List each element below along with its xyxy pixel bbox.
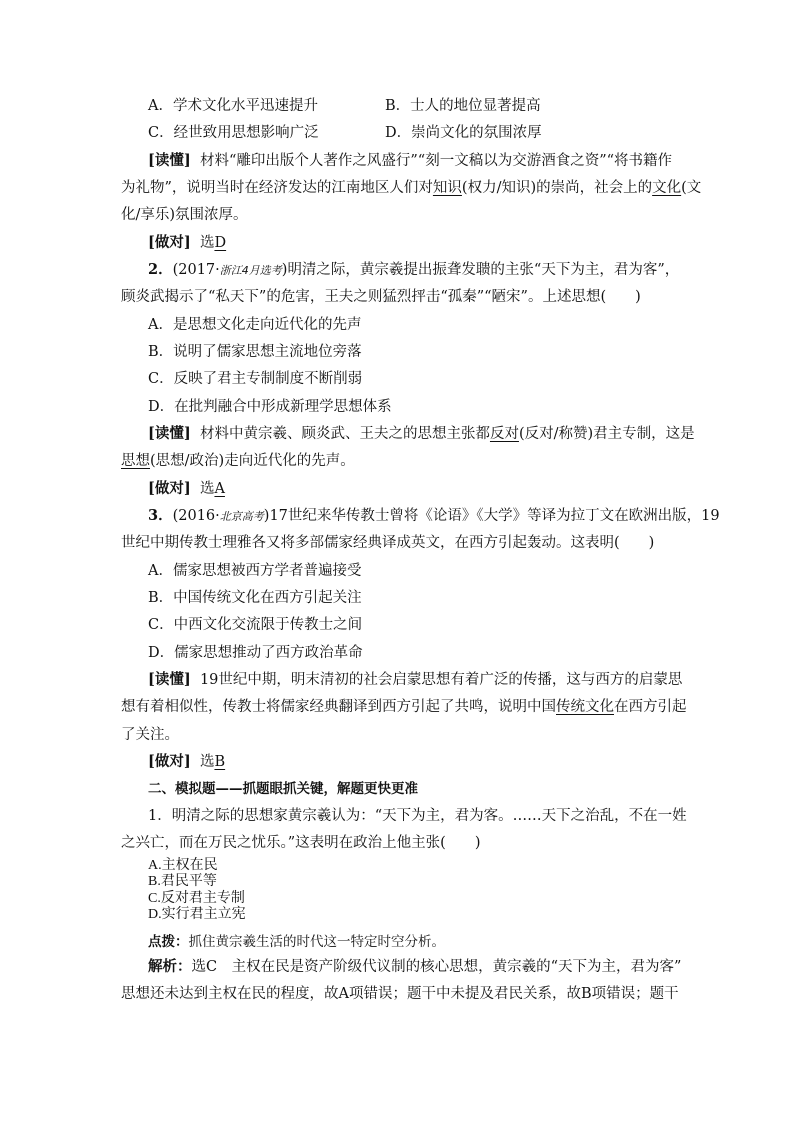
q3-answer: [做对] 选B (148, 753, 226, 770)
q2-stem-line2: 顾炎武揭示了“私天下”的危害，王夫之则猛烈抨击“孤秦”“陋宋”。上述思想( ) (121, 289, 641, 305)
q2-read-line2: 思想(思想/政治)走向近代化的先声。 (121, 453, 355, 469)
q2-answer: [做对] 选A (148, 480, 225, 497)
q3-stem-line1: 3．(2016·北京高考)17世纪来华传教士曾将《论语》《大学》等译为拉丁文在欧洲出版，19 (148, 507, 720, 524)
q3-option-a: A．儒家思想被西方学者普遍接受 (148, 563, 362, 579)
read-tag: [读懂] (148, 152, 191, 169)
prev-option-b: B．士人的地位显著提高 (385, 98, 541, 114)
prev-option-c: C．经世致用思想影响广泛 (148, 125, 319, 141)
m1-hint: 点拨：抓住黄宗羲生活的时代这一特定时空分析。 (148, 934, 445, 950)
prev-read-line2: 为礼物”，说明当时在经济发达的江南地区人们对知识(权力/知识)的崇尚，社会上的文化(文 (121, 180, 702, 196)
prev-option-d: D．崇尚文化的氛围浓厚 (385, 125, 542, 141)
prev-answer: [做对] 选D (148, 234, 227, 251)
q3-stem-line2: 世纪中期传教士理雅各又将多部儒家经典译成英文，在西方引起轰动。这表明( ) (121, 535, 655, 551)
q3-option-d: D．儒家思想推动了西方政治革命 (148, 645, 363, 661)
q3-read-line2: 想有着相似性，传教士将儒家经典翻译到西方引起了共鸣，说明中国传统文化在西方引起 (121, 699, 687, 715)
m1-explanation-line1: 解析：选C 主权在民是资产阶级代议制的核心思想，黄宗羲的“天下为主，君为客” (148, 958, 682, 975)
q2-option-a: A．是思想文化走向近代化的先声 (148, 317, 362, 333)
section-heading: 二、模拟题——抓题眼抓关键，解题更快更准 (148, 781, 418, 797)
m1-stem-line2: 之兴亡，而在万民之忧乐。”这表明在政治上他主张( ) (121, 835, 481, 851)
q2-option-b: B．说明了儒家思想主流地位旁落 (148, 344, 362, 360)
prev-option-a: A．学术文化水平迅速提升 (148, 98, 318, 114)
q2-stem-line1: 2．(2017·浙江4月选考)明清之际，黄宗羲提出振聋发聩的主张“天下为主，君为客”， (148, 261, 680, 278)
prev-read-line3: 化/享乐)氛围浓厚。 (121, 207, 248, 223)
q3-option-c: C．中西文化交流限于传教士之间 (148, 617, 363, 633)
q3-option-b: B．中国传统文化在西方引起关注 (148, 590, 362, 606)
q2-option-c: C．反映了君主专制制度不断削弱 (148, 371, 363, 387)
q2-option-d: D．在批判融合中形成新理学思想体系 (148, 399, 392, 415)
m1-option-c: C.反对君主专制 (148, 891, 245, 906)
q3-read-line3: 了关注。 (121, 727, 179, 743)
m1-option-b: B.君民平等 (148, 874, 217, 889)
prev-read-line1: [读懂] 材料“雕印出版个人著作之风盛行”“刻一文稿以为交游酒食之资”“将书籍作 (148, 152, 673, 169)
m1-option-d: D.实行君主立宪 (148, 907, 246, 922)
m1-option-a: A.主权在民 (148, 858, 218, 873)
q2-read-line1: [读懂] 材料中黄宗羲、顾炎武、王夫之的思想主张都反对(反对/称赞)君主专制，这是 (148, 425, 695, 442)
q3-read-line1: [读懂] 19世纪中期，明末清初的社会启蒙思想有着广泛的传播，这与西方的启蒙思 (148, 671, 683, 688)
m1-stem-line1: 1．明清之际的思想家黄宗羲认为：“天下为主，君为客。……天下之治乱，不在一姓 (148, 808, 687, 824)
m1-explanation-line2: 思想还未达到主权在民的程度，故A项错误；题干中未提及君民关系，故B项错误；题干 (121, 986, 679, 1002)
